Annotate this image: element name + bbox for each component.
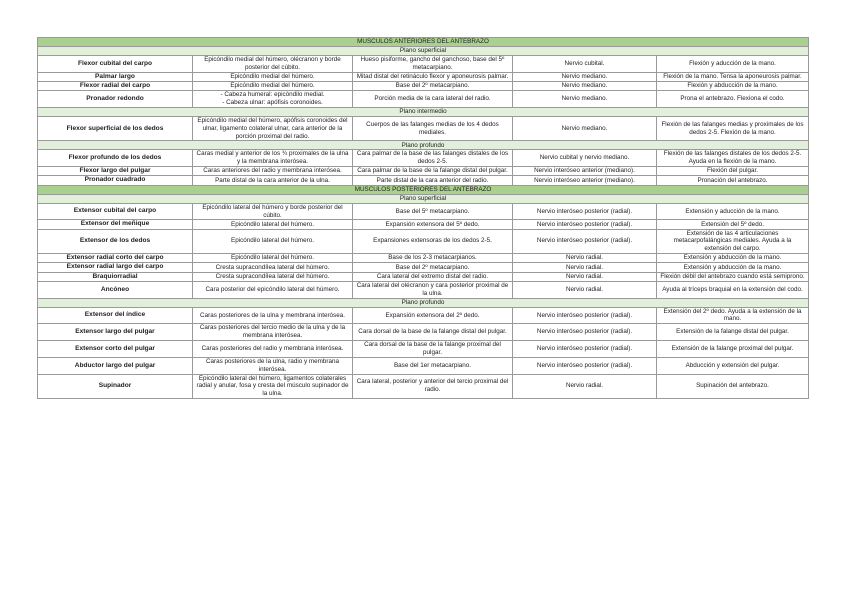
insertion-cell: Base de los 2-3 metacarpianos. bbox=[353, 254, 513, 263]
innervation-cell: Nervio interóseo posterior (radial). bbox=[513, 324, 657, 341]
plane-header-row bbox=[38, 298, 809, 307]
action-cell: Flexión de las falanges distales de los dedos 2-5. Ayuda en la flexión de la mano. bbox=[657, 150, 809, 167]
origin-cell: Epicóndilo lateral del húmero. bbox=[193, 220, 353, 229]
muscle-name-cell: Flexor largo del pulgar bbox=[38, 167, 193, 176]
innervation-cell: Nervio interóseo posterior (radial). bbox=[513, 341, 657, 358]
muscle-name-cell: Ancóneo bbox=[38, 281, 193, 298]
innervation-cell: Nervio mediano. bbox=[513, 116, 657, 141]
action-cell: Flexión y aducción de la mano. bbox=[657, 56, 809, 73]
innervation-cell: Nervio mediano. bbox=[513, 72, 657, 81]
plane-title: Plano superficial bbox=[38, 194, 809, 203]
insertion-cell: Cara lateral del extremo distal del radio. bbox=[353, 272, 513, 281]
action-cell: Flexión de la mano. Tensa la aponeurosis palmar. bbox=[657, 72, 809, 81]
muscle-name-cell: Extensor de los dedos bbox=[38, 229, 193, 254]
muscle-name-cell: Flexor profundo de los dedos bbox=[38, 150, 193, 167]
innervation-cell: Nervio interóseo anterior (mediano). bbox=[513, 176, 657, 185]
table-row bbox=[38, 374, 809, 399]
plane-title: Plano intermedio bbox=[38, 107, 809, 116]
action-cell: Abducción y extensión del pulgar. bbox=[657, 357, 809, 374]
action-cell: Pronación del antebrazo. bbox=[657, 176, 809, 185]
innervation-cell: Nervio interóseo posterior (radial). bbox=[513, 220, 657, 229]
insertion-cell: Cara palmar de la base de la falange distal del pulgar. bbox=[353, 167, 513, 176]
action-cell: Ayuda al tríceps braquial en la extensión del codo. bbox=[657, 281, 809, 298]
origin-cell: Epicóndilo lateral del húmero, ligamentos colaterales radial y anular, fosa y cresta del músculo supinador de la ulna. bbox=[193, 374, 353, 399]
muscle-name-cell: Pronador redondo bbox=[38, 91, 193, 108]
origin-cell: Cresta supracondílea lateral del húmero. bbox=[193, 272, 353, 281]
origin-cell: Caras posteriores del tercio medio de la ulna y de la membrana interósea. bbox=[193, 324, 353, 341]
innervation-cell: Nervio radial. bbox=[513, 263, 657, 272]
muscle-name-cell: Extensor cubital del carpo bbox=[38, 203, 193, 220]
table-row bbox=[38, 91, 809, 108]
muscle-name-cell: Extensor largo del pulgar bbox=[38, 324, 193, 341]
origin-cell: Caras posteriores del radio y membrana interósea. bbox=[193, 341, 353, 358]
insertion-cell: Expansión extensora del 2º dedo. bbox=[353, 307, 513, 324]
innervation-cell: Nervio interóseo posterior (radial). bbox=[513, 357, 657, 374]
insertion-cell: Porción media de la cara lateral del radio. bbox=[353, 91, 513, 108]
action-cell: Flexión de las falanges medias y proximales de los dedos 2-5. Flexión de la mano. bbox=[657, 116, 809, 141]
insertion-cell: Expansión extensora del 5º dedo. bbox=[353, 220, 513, 229]
innervation-cell: Nervio interóseo posterior (radial). bbox=[513, 307, 657, 324]
action-cell: Extensión y aducción de la mano. bbox=[657, 203, 809, 220]
muscle-name-cell: Extensor radial corto del carpo bbox=[38, 254, 193, 263]
table-row bbox=[38, 176, 809, 185]
table-row bbox=[38, 324, 809, 341]
table-row bbox=[38, 116, 809, 141]
plane-header-row bbox=[38, 47, 809, 56]
insertion-cell: Cuerpos de las falanges medias de los 4 dedos mediales. bbox=[353, 116, 513, 141]
muscle-name-cell: Abductor largo del pulgar bbox=[38, 357, 193, 374]
action-cell: Extensión del 5º dedo. bbox=[657, 220, 809, 229]
origin-cell: Epicóndilo medial del húmero. bbox=[193, 81, 353, 90]
table-row bbox=[38, 72, 809, 81]
muscles-table-body bbox=[38, 38, 809, 399]
muscle-name-cell: Palmar largo bbox=[38, 72, 193, 81]
origin-cell: Epicóndilo lateral del húmero. bbox=[193, 229, 353, 254]
table-row bbox=[38, 150, 809, 167]
insertion-cell: Cara palmar de la base de las falanges distales de los dedos 2-5. bbox=[353, 150, 513, 167]
action-cell: Extensión de la falange distal del pulgar. bbox=[657, 324, 809, 341]
innervation-cell: Nervio cubital. bbox=[513, 56, 657, 73]
table-row bbox=[38, 220, 809, 229]
table-row bbox=[38, 203, 809, 220]
innervation-cell: Nervio radial. bbox=[513, 272, 657, 281]
table-row bbox=[38, 263, 809, 272]
table-row bbox=[38, 167, 809, 176]
table-row bbox=[38, 307, 809, 324]
insertion-cell: Cara dorsal de la base de la falange proximal del pulgar. bbox=[353, 341, 513, 358]
innervation-cell: Nervio cubital y nervio mediano. bbox=[513, 150, 657, 167]
innervation-cell: Nervio radial. bbox=[513, 281, 657, 298]
muscle-name-cell: Supinador bbox=[38, 374, 193, 399]
table-row bbox=[38, 281, 809, 298]
action-cell: Flexión débil del antebrazo cuando está semiprono. bbox=[657, 272, 809, 281]
insertion-cell: Base del 5º metacarpiano. bbox=[353, 203, 513, 220]
origin-cell: Epicóndilo medial del húmero, apófisis coronoides del ulnar, ligamento colateral ulnar, cara anterior de la porción proximal del radio. bbox=[193, 116, 353, 141]
insertion-cell: Base del 2º metacarpiano. bbox=[353, 263, 513, 272]
action-cell: Flexión del pulgar. bbox=[657, 167, 809, 176]
action-cell: Extensión de la falange proximal del pulgar. bbox=[657, 341, 809, 358]
action-cell: Extensión de las 4 articulaciones metacarpofalángicas mediales. Ayuda a la extensión del carpo. bbox=[657, 229, 809, 254]
origin-cell: Epicóndilo medial del húmero, olécranon y borde posterior del cúbito. bbox=[193, 56, 353, 73]
action-cell: Supinación del antebrazo. bbox=[657, 374, 809, 399]
muscle-name-cell: Extensor radial largo del carpo bbox=[38, 263, 193, 272]
insertion-cell: Base del 2º metacarpiano. bbox=[353, 81, 513, 90]
origin-cell: Epicóndilo medial del húmero. bbox=[193, 72, 353, 81]
table-row bbox=[38, 341, 809, 358]
plane-header-row bbox=[38, 107, 809, 116]
table-row bbox=[38, 357, 809, 374]
muscles-table bbox=[37, 37, 809, 399]
muscle-name-cell: Extensor del meñique bbox=[38, 220, 193, 229]
muscle-name-cell: Flexor cubital del carpo bbox=[38, 56, 193, 73]
action-cell: Extensión del 2º dedo. Ayuda a la extensión de la mano. bbox=[657, 307, 809, 324]
table-row bbox=[38, 81, 809, 90]
muscle-name-cell: Extensor del índice bbox=[38, 307, 193, 324]
muscle-name-cell: Flexor superficial de los dedos bbox=[38, 116, 193, 141]
innervation-cell: Nervio radial. bbox=[513, 254, 657, 263]
table-row bbox=[38, 56, 809, 73]
innervation-cell: Nervio interóseo posterior (radial). bbox=[513, 203, 657, 220]
insertion-cell: Parte distal de la cara anterior del radio. bbox=[353, 176, 513, 185]
action-cell: Flexión y abducción de la mano. bbox=[657, 81, 809, 90]
muscle-name-cell: Pronador cuadrado bbox=[38, 176, 193, 185]
origin-cell: Caras posteriores de la ulna y membrana interósea. bbox=[193, 307, 353, 324]
muscle-name-cell: Braquiorradial bbox=[38, 272, 193, 281]
origin-cell: Epicóndilo lateral del húmero y borde posterior del cúbito. bbox=[193, 203, 353, 220]
origin-cell: Caras anteriores del radio y membrana interósea. bbox=[193, 167, 353, 176]
insertion-cell: Hueso pisiforme, gancho del ganchoso, base del 5º metacarpiano. bbox=[353, 56, 513, 73]
action-cell: Prona el antebrazo. Flexiona el codo. bbox=[657, 91, 809, 108]
innervation-cell: Nervio interóseo posterior (radial). bbox=[513, 229, 657, 254]
table-row bbox=[38, 272, 809, 281]
table-row bbox=[38, 229, 809, 254]
insertion-cell: Base del 1er metacarpiano. bbox=[353, 357, 513, 374]
insertion-cell: Cara dorsal de la base de la falange distal del pulgar. bbox=[353, 324, 513, 341]
insertion-cell: Expansiones extensoras de los dedos 2-5. bbox=[353, 229, 513, 254]
muscle-name-cell: Extensor corto del pulgar bbox=[38, 341, 193, 358]
action-cell: Extensión y abducción de la mano. bbox=[657, 263, 809, 272]
origin-cell: Epicóndilo lateral del húmero. bbox=[193, 254, 353, 263]
plane-header-row bbox=[38, 194, 809, 203]
origin-cell: Cara posterior del epicóndilo lateral del húmero. bbox=[193, 281, 353, 298]
origin-cell: - Cabeza humeral: epicóndilo medial. - Cabeza ulnar: apófisis coronoides. bbox=[193, 91, 353, 108]
table-row bbox=[38, 254, 809, 263]
innervation-cell: Nervio interóseo anterior (mediano). bbox=[513, 167, 657, 176]
origin-cell: Cresta supracondílea lateral del húmero. bbox=[193, 263, 353, 272]
section-title: MÚSCULOS POSTERIORES DEL ANTEBRAZO bbox=[38, 185, 809, 194]
insertion-cell: Mitad distal del retináculo flexor y aponeurosis palmar. bbox=[353, 72, 513, 81]
innervation-cell: Nervio mediano. bbox=[513, 81, 657, 90]
plane-header-row bbox=[38, 141, 809, 150]
muscle-name-cell: Flexor radial del carpo bbox=[38, 81, 193, 90]
insertion-cell: Cara lateral, posterior y anterior del tercio proximal del radio. bbox=[353, 374, 513, 399]
insertion-cell: Cara lateral del olécranon y cara posterior proximal de la ulna. bbox=[353, 281, 513, 298]
plane-title: Plano profundo bbox=[38, 298, 809, 307]
origin-cell: Parte distal de la cara anterior de la ulna. bbox=[193, 176, 353, 185]
plane-title: Plano profundo bbox=[38, 141, 809, 150]
origin-cell: Caras posteriores de la ulna, radio y membrana interósea. bbox=[193, 357, 353, 374]
section-header-row bbox=[38, 185, 809, 194]
plane-title: Plano superficial bbox=[38, 47, 809, 56]
action-cell: Extensión y abducción de la mano. bbox=[657, 254, 809, 263]
innervation-cell: Nervio radial. bbox=[513, 374, 657, 399]
innervation-cell: Nervio mediano. bbox=[513, 91, 657, 108]
section-header-row bbox=[38, 38, 809, 47]
origin-cell: Caras medial y anterior de los ¾ proximales de la ulna y la membrana interósea. bbox=[193, 150, 353, 167]
section-title: MÚSCULOS ANTERIORES DEL ANTEBRAZO bbox=[38, 38, 809, 47]
